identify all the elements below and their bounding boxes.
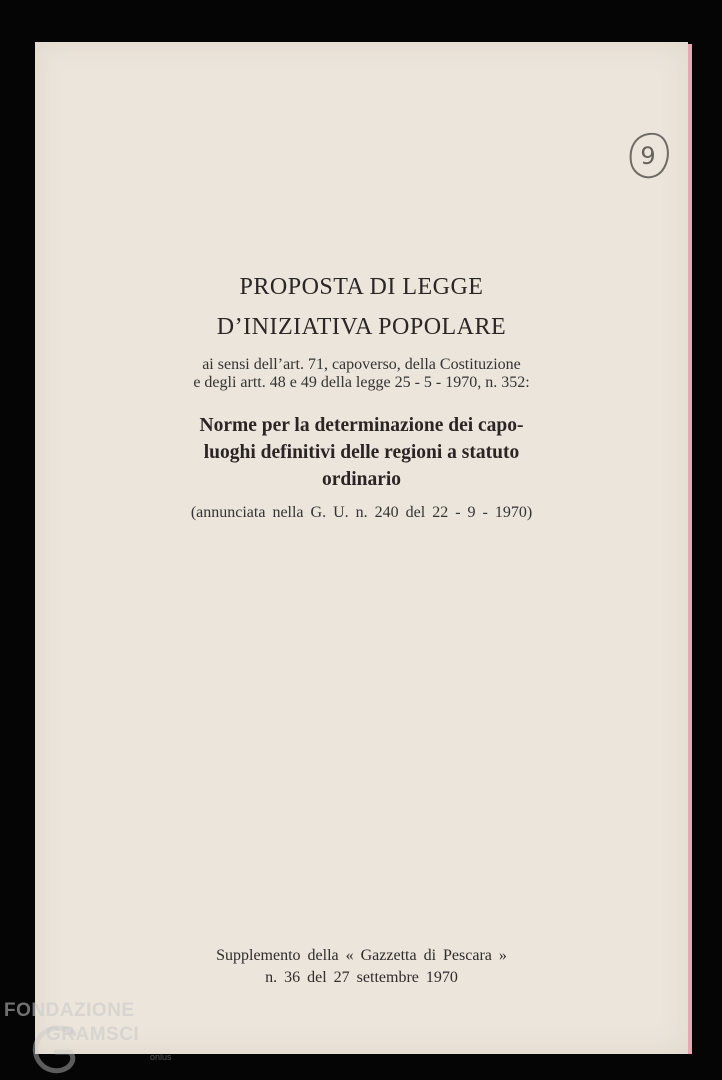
handwritten-number-mark	[627, 130, 671, 182]
watermark-suffix: onlus	[150, 1052, 172, 1062]
watermark-line-1: FONDAZIONE	[4, 1000, 135, 1021]
announcement-note: (annunciata nella G. U. n. 240 del 22 - 9 - 1970)	[190, 504, 533, 521]
subject-line-1: Norme per la determinazione dei capo-	[199, 415, 524, 436]
supplement-line-2: n. 36 del 27 settembre 1970	[265, 969, 458, 986]
legal-reference-line-2: e degli artt. 48 e 49 della legge 25 - 5 - 1970, n. 352:	[193, 374, 530, 391]
title-line-2: D’INIZIATIVA POPOLARE	[216, 314, 507, 340]
watermark-line-2: GRAMSCI	[46, 1024, 140, 1045]
document-page	[35, 42, 688, 1054]
subject-line-2: luoghi definitivi delle regioni a statuto	[203, 442, 520, 463]
subject-line-3: ordinario	[321, 469, 402, 490]
title-line-1: PROPOSTA DI LEGGE	[239, 274, 484, 300]
legal-reference-line-1: ai sensi dell’art. 71, capoverso, della Costituzione	[202, 356, 521, 373]
supplement-line-1: Supplemento della « Gazzetta di Pescara »	[216, 947, 507, 964]
handwritten-number: 9	[640, 142, 656, 170]
watermark-logo	[4, 1000, 204, 1080]
